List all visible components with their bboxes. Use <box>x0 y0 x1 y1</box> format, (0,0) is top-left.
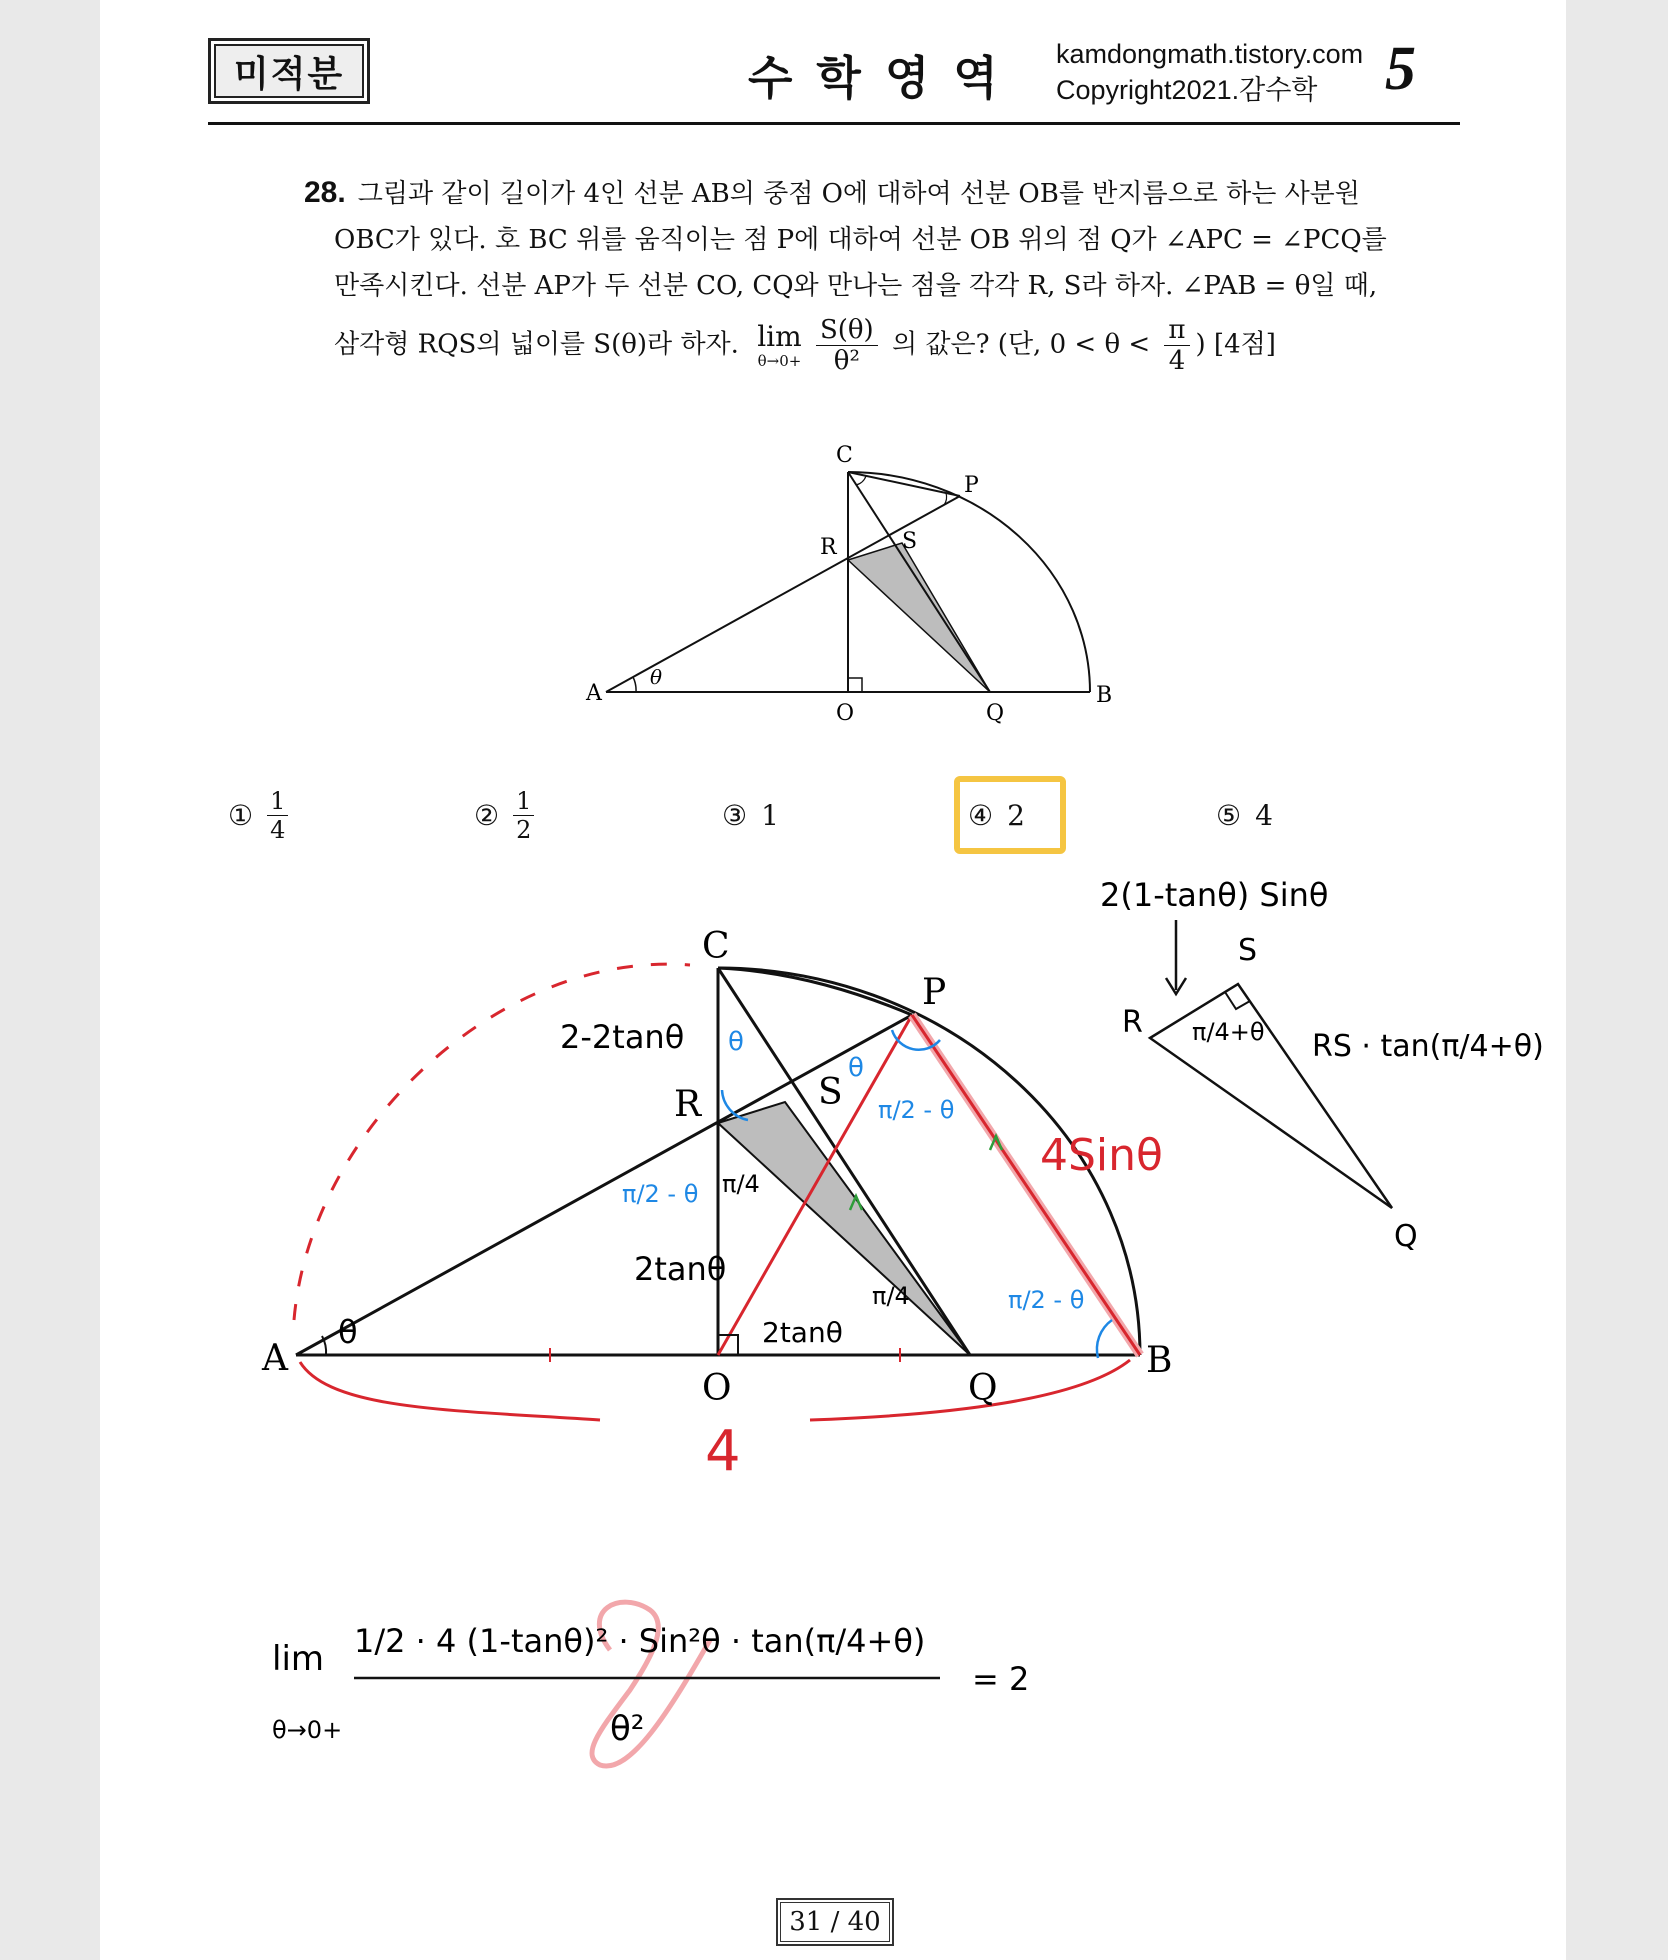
choice-2[interactable]: ② 1 2 <box>474 780 534 850</box>
theta-arc <box>633 677 636 692</box>
limit-fraction: $\frac{S(\theta)}{\text{θ²}}$ <box>816 315 878 376</box>
problem-line-1: 28. 그림과 같이 길이가 4인 선분 AB의 중점 O에 대하여 선분 OB를 반지름으로 하는 사분원 <box>304 176 1360 209</box>
side-top-note: 2(1-tanθ) Sinθ <box>1100 876 1329 914</box>
fig2-label-c: C <box>702 926 730 967</box>
fig2-label-p: P <box>922 972 947 1013</box>
note-angle-b: π/2 - θ <box>1008 1286 1085 1314</box>
note-ab-length: 4 <box>705 1419 741 1480</box>
segment-cp <box>848 472 960 496</box>
note-cr: 2-2tanθ <box>560 1018 685 1056</box>
site-info <box>1056 36 1363 108</box>
note-angle-p: π/2 - θ <box>878 1096 955 1124</box>
choice-3[interactable]: ③ 1 <box>722 798 779 832</box>
problem-number: 28. <box>304 176 346 209</box>
answer-choices <box>228 780 1328 850</box>
hand-lim: lim <box>272 1639 325 1679</box>
fig2-label-r: R <box>674 1084 702 1125</box>
note-theta-p: θ <box>848 1053 864 1083</box>
note-theta-a: θ <box>338 1313 358 1351</box>
label-s: S <box>902 529 918 554</box>
problem-text <box>304 170 1524 376</box>
note-oq: 2tanθ <box>762 1316 843 1349</box>
shaded-triangle-rqs <box>848 543 990 692</box>
shaded-triangle <box>718 1102 970 1355</box>
label-theta: θ <box>650 665 663 689</box>
side-triangle-shape <box>1150 984 1392 1208</box>
label-q: Q <box>986 701 1005 726</box>
side-angle: π/4+θ <box>1192 1018 1265 1046</box>
copyright: Copyright2021.감수학 <box>1056 75 1318 105</box>
choice-5[interactable]: ⑤ 4 <box>1216 798 1273 832</box>
segment-cp-2 <box>718 968 912 1015</box>
side-label-r: R <box>1122 1005 1143 1040</box>
fig2-label-b: B <box>1146 1340 1173 1381</box>
problem-line-2: OBC가 있다. 호 BC 위를 움직이는 점 P에 대하여 선분 OB 위의 점 Q가 ∠APC = ∠PCQ를 <box>334 225 1387 255</box>
label-r: R <box>820 535 837 560</box>
fig2-label-o: O <box>702 1368 732 1409</box>
label-c: C <box>836 443 853 468</box>
segment-cq-2 <box>718 968 970 1355</box>
label-o: O <box>836 701 855 726</box>
fig2-label-a: A <box>262 1338 288 1379</box>
choice-1[interactable]: ① 1 4 <box>228 780 288 850</box>
note-ro: 2tanθ <box>634 1250 727 1288</box>
page-header <box>208 35 1460 125</box>
note-pb: 4Sinθ <box>1040 1130 1163 1181</box>
section-title: 수학영역 <box>748 51 1022 105</box>
problem-line-3: 만족시킨다. 선분 AP가 두 선분 CO, CQ와 만나는 점을 각각 R, S라 하자. ∠PAB = θ일 때, <box>334 271 1378 301</box>
side-label-q: Q <box>1394 1219 1418 1254</box>
segment-cq <box>848 472 990 692</box>
selected-answer-highlight <box>954 776 1066 854</box>
label-p: P <box>964 473 979 498</box>
right-angle-mark <box>848 678 862 692</box>
note-quarter-r: π/4 <box>722 1170 760 1198</box>
fig2-label-q: Q <box>968 1368 998 1409</box>
page-number: 5 <box>1385 35 1416 103</box>
hand-lim-sub: θ→0+ <box>272 1716 343 1744</box>
site-url: kamdongmath.tistory.com <box>1056 39 1364 69</box>
blue-arc-b <box>1097 1320 1112 1358</box>
angle-mark-c <box>856 476 866 485</box>
problem-line-4: 삼각형 RQS의 넓이를 S(θ)라 하자. lim θ→0+ $\frac{S(\theta)}{\text{θ²}}$ 의 값은? (단, 0 < θ < $\frac{\pi}{4}$ ) [4점] <box>334 315 1276 376</box>
label-b: B <box>1096 683 1113 708</box>
handwritten-limit <box>250 1580 1150 1800</box>
pi-over-four: $\frac{\pi}{4}$ <box>1164 315 1189 376</box>
side-note: RS · tan(π/4+θ) <box>1312 1029 1544 1064</box>
fig2-label-s: S <box>818 1072 843 1113</box>
page-counter: 31 / 40 <box>776 1898 894 1946</box>
hand-denominator: θ² <box>610 1709 645 1749</box>
note-angle-r: π/2 - θ <box>622 1180 699 1208</box>
annotated-figure <box>250 880 1210 1480</box>
hand-result: = 2 <box>972 1660 1030 1698</box>
note-quarter-q: π/4 <box>872 1282 910 1310</box>
side-label-s: S <box>1238 933 1258 968</box>
side-triangle <box>1080 860 1580 1260</box>
limit-expression: lim θ→0+ <box>757 319 802 370</box>
subject-box: 미적분 <box>208 38 370 104</box>
label-a: A <box>586 681 602 706</box>
note-theta-c: θ <box>728 1027 744 1057</box>
choice-4[interactable]: ④ 2 <box>968 798 1025 832</box>
problem-figure <box>560 430 1120 730</box>
brace-ao <box>300 1362 600 1420</box>
hand-numerator: 1/2 · 4 (1-tanθ)² · Sin²θ · tan(π/4+θ) <box>354 1622 926 1660</box>
